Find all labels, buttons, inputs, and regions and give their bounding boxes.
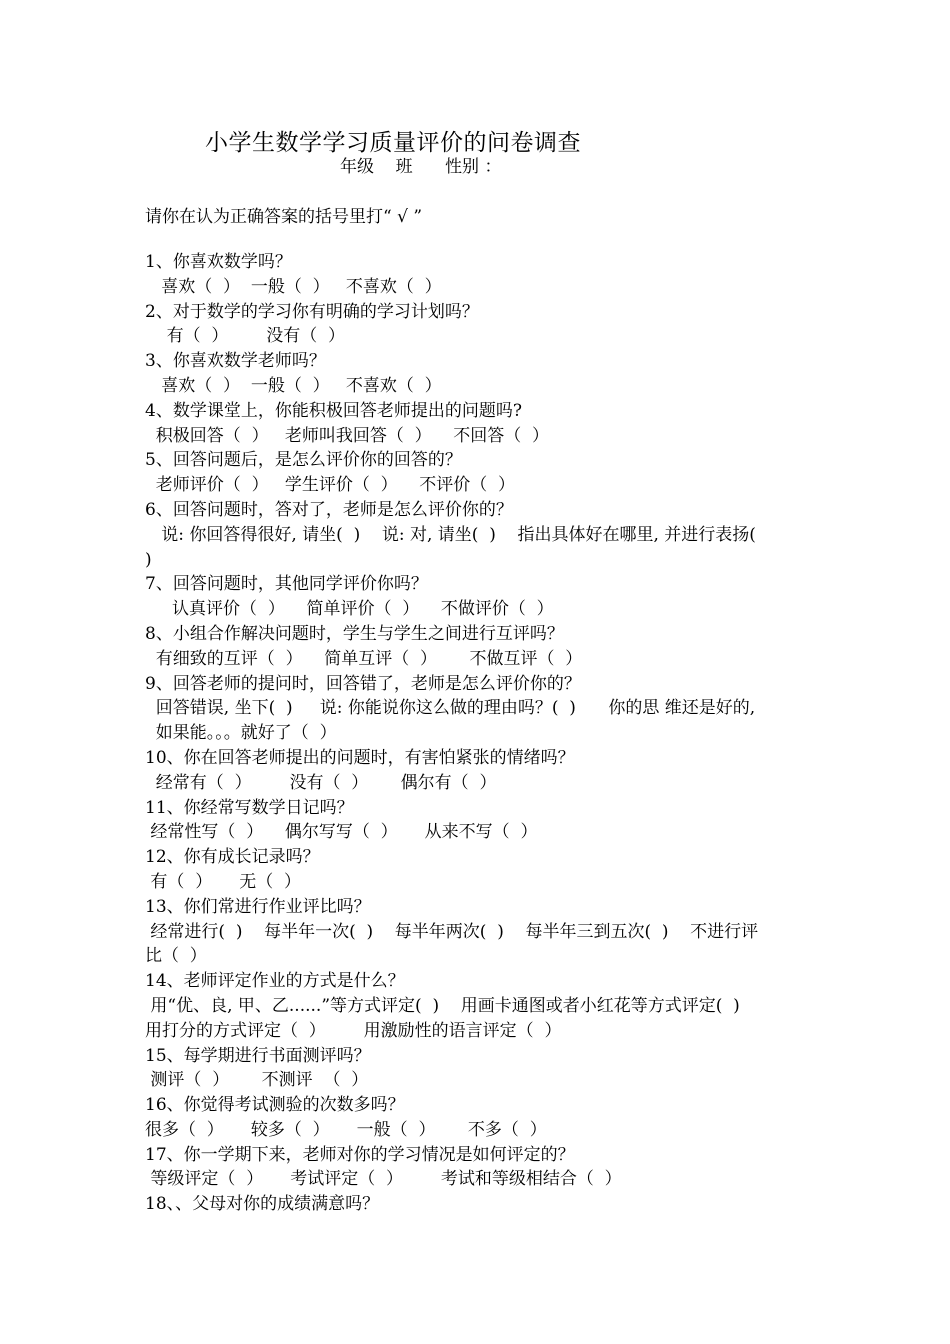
page-title: 小学生数学学习质量评价的问卷调查 bbox=[205, 130, 581, 156]
line-6: 喜欢（ ） 一般（ ） 不喜欢（ ） bbox=[145, 375, 442, 396]
line-30: 14、老师评定作业的方式是什么？ bbox=[145, 971, 405, 992]
line-19: 回答错误, 坐下( ) 说: 你能说你这么做的理由吗？( ) 你的思 维还是好的, bbox=[145, 698, 756, 719]
line-7: 4、数学课堂上，你能积极回答老师提出的问题吗? bbox=[145, 400, 522, 421]
line-39: 18、、父母对你的成绩满意吗？ bbox=[145, 1194, 380, 1215]
line-21: 10、你在回答老师提出的问题时，有害怕紧张的情绪吗？ bbox=[145, 747, 575, 768]
line-10: 老师评价（ ） 学生评价（ ） 不评价（ ） bbox=[145, 475, 516, 496]
line-18: 9、回答老师的提问时，回答错了，老师是怎么评价你的？ bbox=[145, 673, 581, 694]
line-17: 有细致的互评（ ） 简单互评（ ） 不做互评（ ） bbox=[145, 648, 583, 669]
line-33: 15、每学期进行书面测评吗？ bbox=[145, 1045, 371, 1066]
line-26: 有（ ） 无（ ） bbox=[145, 871, 302, 892]
line-2: 喜欢（ ） 一般（ ） 不喜欢（ ） bbox=[145, 276, 442, 297]
line-37: 17、你一学期下来，老师对你的学习情况是如何评定的？ bbox=[145, 1144, 575, 1165]
line-9: 5、回答问题后，是怎么评价你的回答的？ bbox=[145, 450, 462, 471]
line-13: ) bbox=[145, 549, 152, 570]
line-14: 7、回答问题时，其他同学评价你吗？ bbox=[145, 574, 428, 595]
line-16: 8、小组合作解决问题时，学生与学生之间进行互评吗？ bbox=[145, 623, 564, 644]
line-25: 12、你有成长记录吗？ bbox=[145, 847, 320, 868]
line-1: 1、你喜欢数学吗？ bbox=[145, 252, 292, 272]
line-3: 2、对于数学的学习你有明确的学习计划吗？ bbox=[145, 301, 479, 322]
line-23: 11、你经常写数学日记吗？ bbox=[145, 797, 354, 818]
line-32: 用打分的方式评定（ ） 用激励性的语言评定（ ） bbox=[145, 1020, 562, 1041]
line-12: 说: 你回答得很好, 请坐( ) 说: 对, 请坐( ) 指出具体好在哪里, 并进行表扬( bbox=[145, 524, 756, 545]
line-36: 很多（ ） 较多（ ） 一般（ ） 不多（ ） bbox=[145, 1119, 547, 1140]
line-38: 等级评定（ ） 考试评定（ ） 考试和等级相结合（ ） bbox=[145, 1169, 622, 1190]
line-34: 测评（ ） 不测评 （ ） bbox=[145, 1070, 369, 1091]
line-11: 6、回答问题时，答对了，老师是怎么评价你的？ bbox=[145, 499, 513, 520]
line-29: 比（ ） bbox=[145, 946, 207, 967]
line-20: 如果能。。。就好了（ ） bbox=[145, 723, 337, 744]
line-5: 3、你喜欢数学老师吗？ bbox=[145, 351, 326, 372]
line-31: 用“优、良, 甲、乙......”等方式评定( ) 用画卡通图或者小红花等方式评定( ) bbox=[145, 995, 740, 1016]
question-list bbox=[145, 250, 825, 1217]
grade-class-gender-line: 年级 班 性别 ： bbox=[340, 157, 502, 177]
line-4: 有（ ） 没有（ ） bbox=[145, 326, 346, 347]
line-22: 经常有（ ） 没有（ ） 偶尔有（ ） bbox=[145, 772, 497, 793]
line-24: 经常性写（ ） 偶尔写写（ ） 从来不写（ ） bbox=[145, 822, 538, 843]
line-28: 经常进行( ) 每半年一次( ) 每半年两次( ) 每半年三到五次( ) 不进行评 bbox=[145, 921, 759, 942]
line-35: 16、你觉得考试测验的次数多吗？ bbox=[145, 1095, 405, 1116]
instruction-text: 请你在认为正确答案的括号里打“ √ ” bbox=[145, 207, 423, 227]
line-15: 认真评价（ ） 简单评价（ ） 不做评价（ ） bbox=[145, 599, 554, 620]
line-27: 13、你们常进行作业评比吗？ bbox=[145, 896, 371, 917]
line-8: 积极回答（ ） 老师叫我回答（ ） 不回答（ ） bbox=[145, 425, 550, 446]
